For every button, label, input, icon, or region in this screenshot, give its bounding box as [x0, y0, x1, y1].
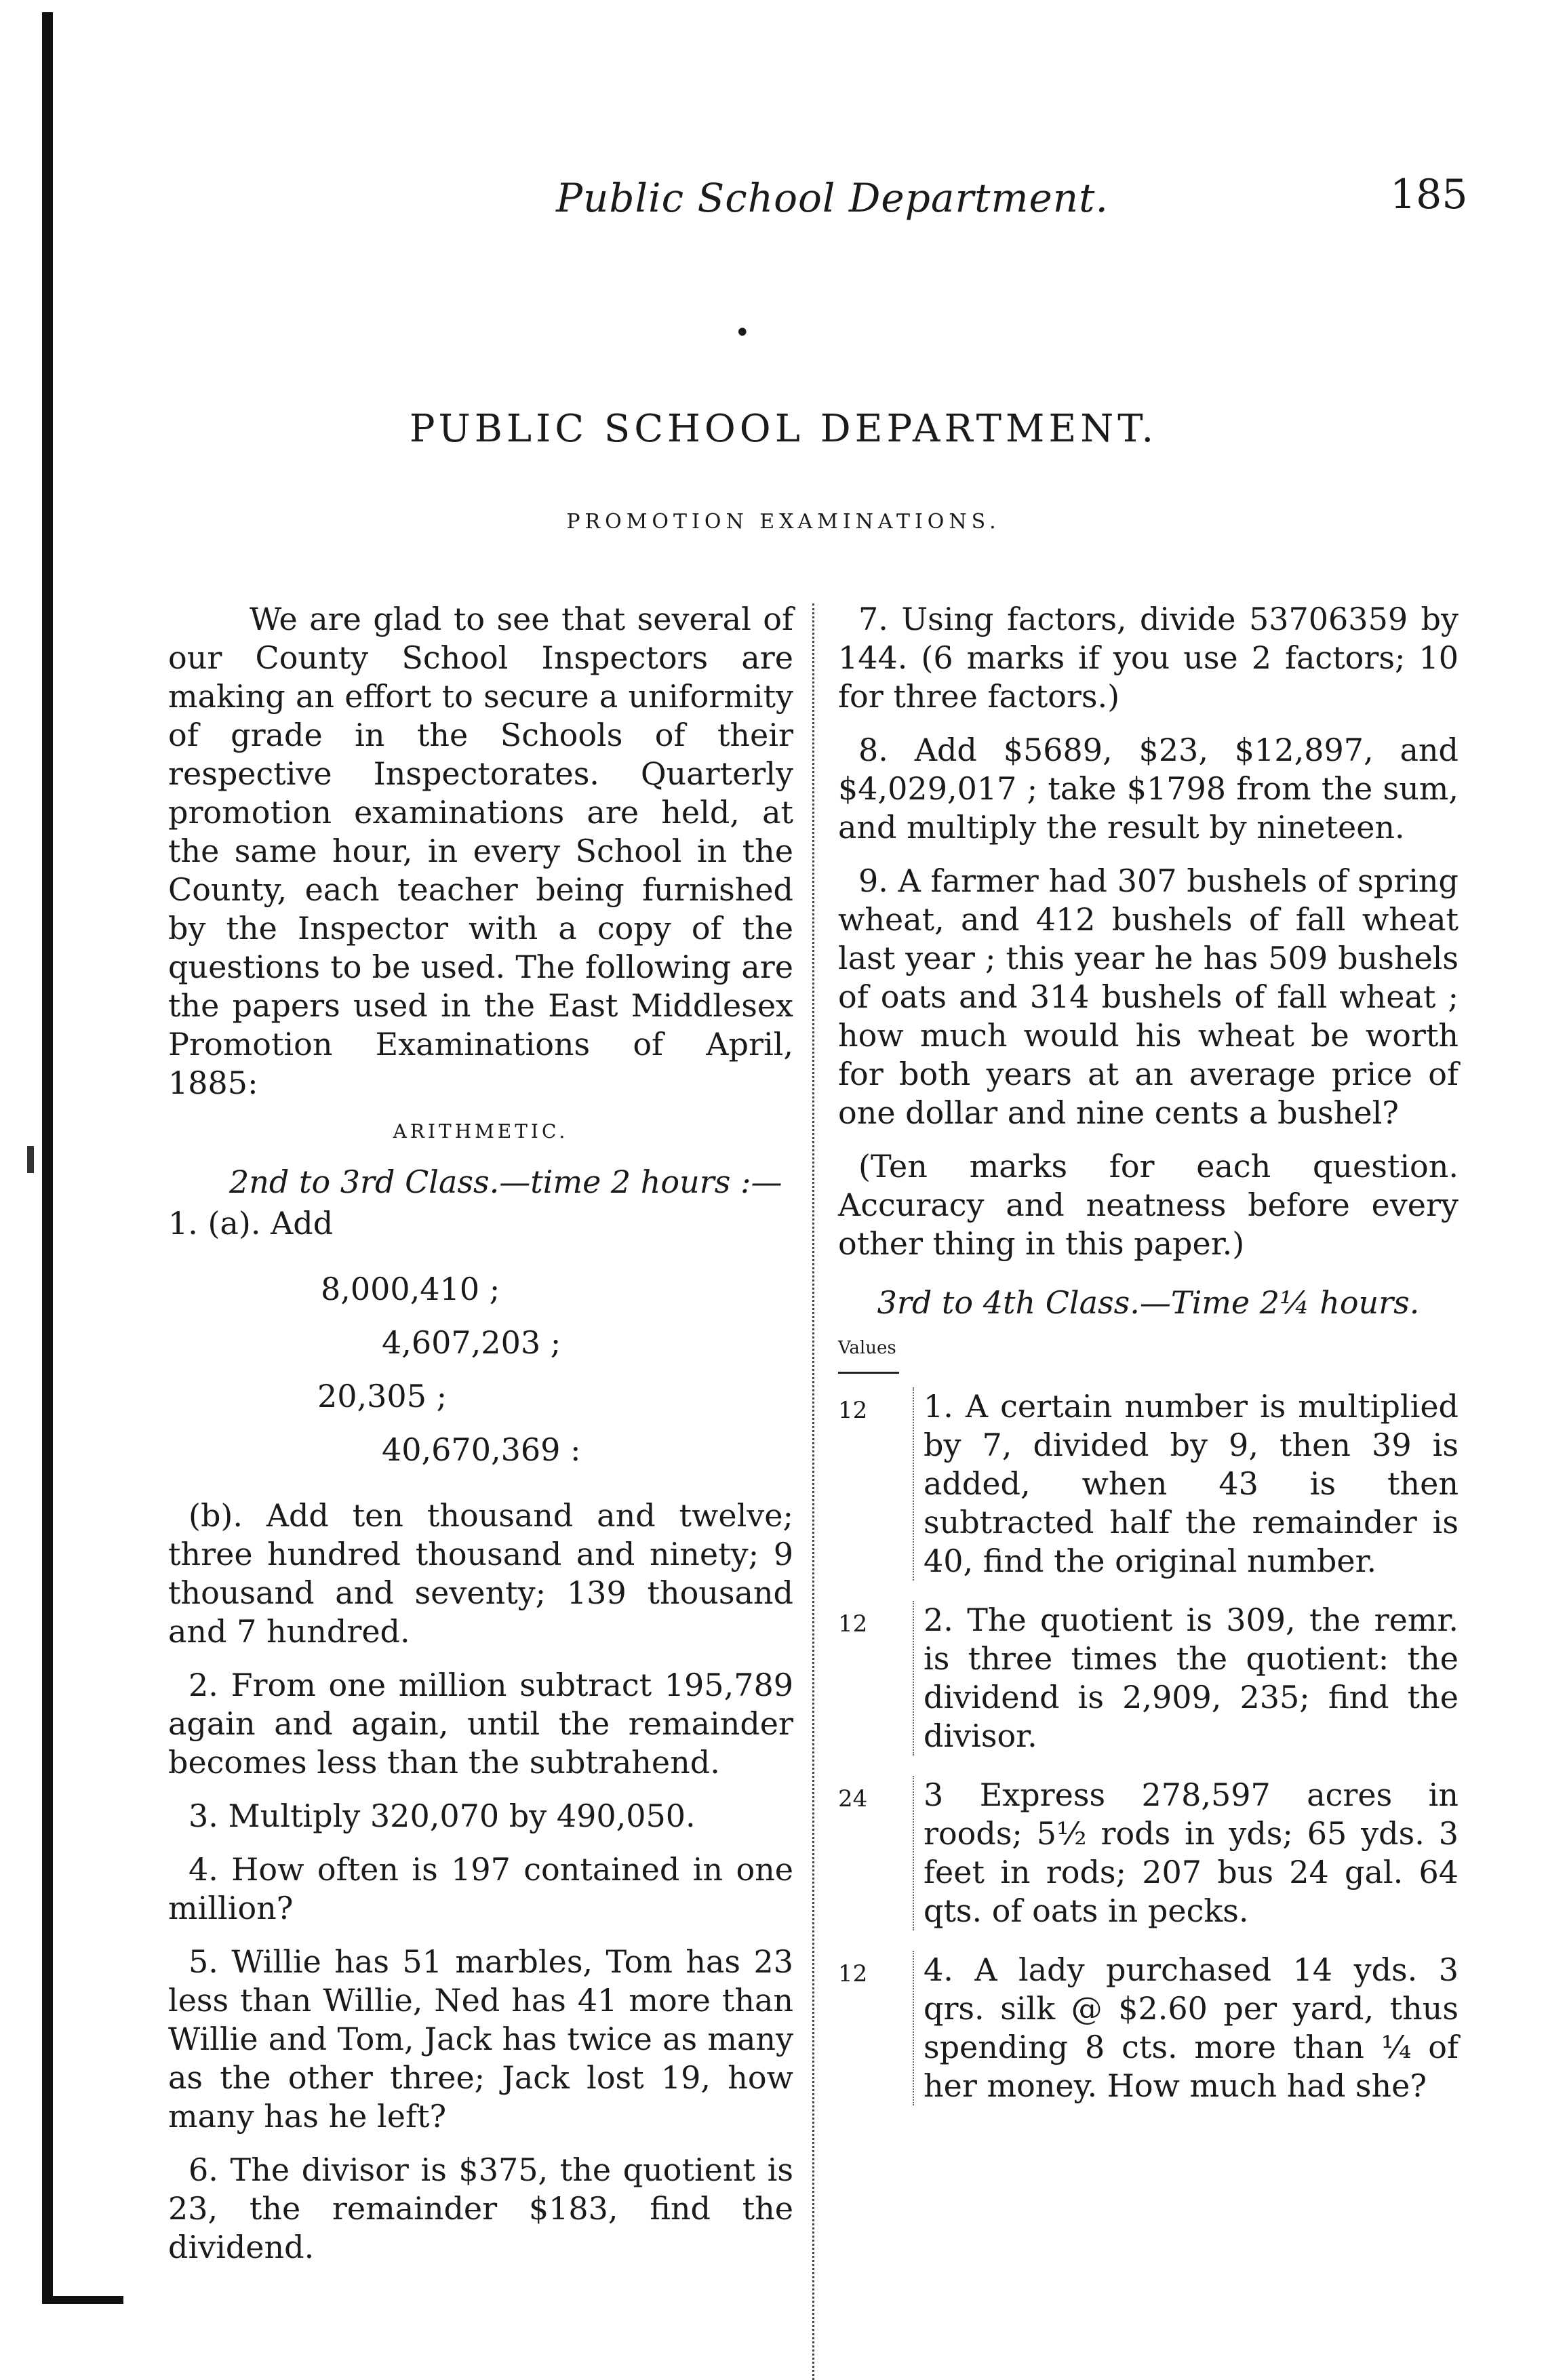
addition-sums	[168, 1270, 793, 1469]
page-subtitle: PROMOTION EXAMINATIONS.	[566, 510, 1001, 534]
question-7: 7. Using factors, divide 53706359 by 144. (6 marks if you use 2 factors; 10 for three factors.)	[838, 601, 1459, 715]
page-title: PUBLIC SCHOOL DEPARTMENT.	[409, 407, 1158, 451]
class-heading-3rd-4th: 3rd to 4th Class.—Time 2¼ hours.	[877, 1284, 1420, 1321]
question-value: 24	[838, 1785, 868, 1812]
valued-question	[838, 1951, 1459, 2105]
question-2: 2. From one million subtract 195,789 again and again, until the remainder becomes less than the subtrahend.	[168, 1667, 793, 1781]
binding-mark	[27, 1146, 34, 1173]
question-text: 2. The quotient is 309, the remr. is three times the quotient: the dividend is 2,909, 235; find the divisor.	[913, 1601, 1459, 1756]
question-8: 8. Add $5689, $23, $12,897, and $4,029,017 ; take $1798 from the sum, and multiply the result by nineteen.	[838, 732, 1459, 846]
sum-line: 20,305 ;	[317, 1378, 448, 1414]
section-heading-arithmetic: ARITHMETIC.	[393, 1120, 569, 1143]
question-value: 12	[838, 1610, 868, 1638]
sum-line: 8,000,410 ;	[321, 1271, 500, 1307]
question-1b: (b). Add ten thousand and twelve; three hundred thousand and ninety; 9 thousand and seventy; 139 thousand and 7 hundred.	[168, 1497, 793, 1650]
question-value: 12	[838, 1397, 868, 1424]
values-label: Values	[838, 1338, 896, 1358]
left-column	[168, 600, 793, 2282]
question-text: 4. A lady purchased 14 yds. 3 qrs. silk @ $2.60 per yard, thus spending 8 cts. more than ¼ of her money. How much had she?	[913, 1951, 1459, 2105]
right-column	[838, 600, 1459, 2126]
ornament-dot: •	[734, 317, 751, 349]
page-spine-foot	[42, 2296, 123, 2304]
sum-line: 40,670,369 :	[382, 1431, 581, 1468]
marks-note: (Ten marks for each question. Accuracy and neatness before every other thing in this paper.)	[838, 1148, 1459, 1262]
question-text: 1. A certain number is multiplied by 7, divided by 9, then 39 is added, when 43 is then subtracted half the remainder is 40, find the original number.	[913, 1387, 1459, 1581]
column-divider	[812, 603, 814, 2380]
class-heading-2nd-3rd: 2nd to 3rd Class.—time 2 hours :—	[229, 1164, 782, 1200]
question-3: 3. Multiply 320,070 by 490,050.	[189, 1798, 696, 1834]
page-spine-edge	[42, 12, 53, 2304]
running-title: Public School Department.	[556, 175, 1109, 221]
valued-question	[838, 1601, 1459, 1756]
question-1a: 1. (a). Add	[168, 1205, 334, 1242]
question-6: 6. The divisor is $375, the quotient is 23, the remainder $183, find the dividend.	[168, 2151, 793, 2265]
question-value: 12	[838, 1960, 868, 1987]
question-text: 3 Express 278,597 acres in roods; 5½ rods in yds; 65 yds. 3 feet in rods; 207 bus 24 gal. 64 qts. of oats in pecks.	[913, 1776, 1459, 1930]
question-9: 9. A farmer had 307 bushels of spring wheat, and 412 bushels of fall wheat last year ; this year he has 509 bushels of oats and 314 bushels of fall wheat ; how much would his wheat be worth for both years at an average price of one dollar and nine cents a bushel?	[838, 862, 1459, 1131]
page-number: 185	[1390, 171, 1468, 218]
values-rule	[838, 1372, 899, 1374]
question-5: 5. Willie has 51 marbles, Tom has 23 less than Willie, Ned has 41 more than Willie and Tom, Jack has twice as many as the other three; Jack lost 19, how many has he left?	[168, 1943, 793, 2135]
valued-question	[838, 1387, 1459, 1581]
valued-question	[838, 1776, 1459, 1930]
question-4: 4. How often is 197 contained in one million?	[168, 1851, 793, 1926]
intro-paragraph: We are glad to see that several of our County School Inspectors are making an effort to secure a uniformity of grade in the Schools of their respective Inspectorates. Quarterly promotion examinations are held, at the same hour, in every School in the County, each teacher being furnished by the Inspector with a copy of the questions to be used. The following are the papers used in the East Middlesex Promotion Examinations of April, 1885:	[168, 601, 793, 1101]
sum-line: 4,607,203 ;	[382, 1324, 561, 1361]
